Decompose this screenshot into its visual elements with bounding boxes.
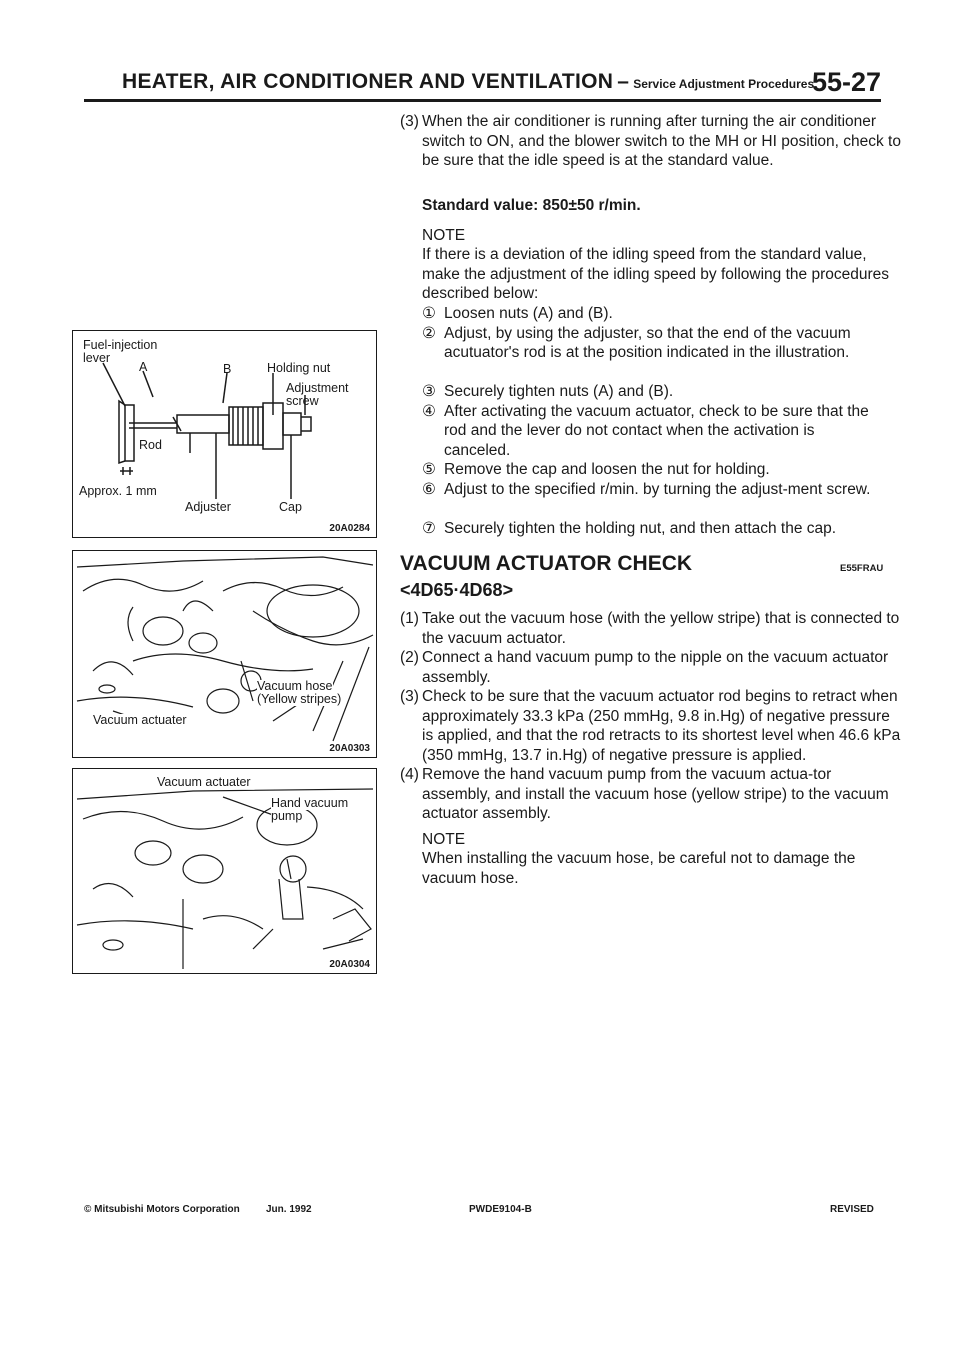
figure-code: 20A0304 [329,959,370,970]
item-marker: ① [422,305,436,322]
header-title [122,70,814,94]
label-lever: lever [83,351,111,365]
vacuum-hose-drawing [73,551,378,759]
footer-doc-code: PWDE9104-B [469,1204,532,1215]
item-marker: ② [422,324,436,342]
check-step [400,687,904,765]
note-text: When installing the vacuum hose, be careful not to damage the vacuum hose. [422,850,856,887]
section-code: E55FRAU [840,563,884,574]
figure-code: 20A0284 [329,523,370,534]
figure-code: 20A0303 [329,743,370,754]
engine-models: <4D65·4D68> [400,580,514,600]
label-approx: Approx. 1 mm [79,484,157,498]
procedure-item [400,382,882,402]
item-marker: ⑦ [422,519,436,537]
item-marker: ⑥ [422,480,436,498]
section-title: VACUUM ACTUATOR CHECK [400,552,693,575]
procedure-item [400,402,882,461]
footer-copyright: © Mitsubishi Motors Corporation [84,1204,240,1215]
step-number: (1) [400,610,419,627]
label-adjustment: Adjustment [286,381,349,395]
page-number: 55-27 [811,67,881,97]
footer-status: REVISED [830,1204,874,1215]
label-yellow-stripes: (Yellow stripes) [257,692,342,706]
label-rod: Rod [139,438,162,452]
item-marker: ⑤ [422,461,436,478]
header-rule [84,99,881,102]
procedure-item [400,519,882,539]
note-text: If there is a deviation of the idling speed from the standard value, make the adjustment of the idling speed by following the procedures described below: [422,246,890,302]
header-subtitle: Service Adjustment Procedures [633,77,815,91]
item-text: After activating the vacuum actuator, check to be sure that the rod and the lever do not contact when the activation is canceled. [444,402,869,459]
step-number: (2) [400,649,419,666]
figure-hand-vacuum-pump [72,768,377,974]
step-number: (3) [400,113,419,130]
step-3 [400,112,904,171]
note-heading: NOTE [422,831,466,848]
label-a: A [139,360,148,374]
label-hand-vacuum: Hand vacuum [271,796,349,810]
label-fuel-injection: Fuel-injection [83,338,158,352]
item-text: Securely tighten nuts (A) and (B). [444,383,674,400]
label-b: B [223,362,232,376]
label-vacuum-actuater: Vacuum actuater [157,775,251,789]
procedure-item [400,480,882,500]
footer-date: Jun. 1992 [266,1204,312,1215]
item-text: Remove the cap and loosen the nut for holding. [444,461,770,478]
step-number: (4) [400,766,419,783]
step-text: Take out the vacuum hose (with the yellow stripe) that is connected to the vacuum actuator. [422,610,900,647]
item-marker: ④ [422,402,436,420]
procedure-item [400,304,882,324]
label-holding-nut: Holding nut [267,361,331,375]
label-vacuum-actuater: Vacuum actuater [93,713,187,727]
step-number: (3) [400,688,419,705]
standard-value: Standard value: 850±50 r/min. [422,197,641,214]
label-cap: Cap [279,500,302,514]
header-title-text: HEATER, AIR CONDITIONER AND VENTILATION [122,70,614,93]
figure-vacuum-hose [72,550,377,758]
procedure-item [400,324,882,363]
label-pump: pump [271,809,303,823]
page-header [84,67,881,100]
procedure-item [400,460,882,480]
check-step [400,765,904,824]
label-vacuum-hose: Vacuum hose [257,679,333,693]
figure-actuator-adjustment [72,330,377,538]
item-text: Adjust to the specified r/min. by turning the adjust-ment screw. [444,480,871,498]
item-text: Securely tighten the holding nut, and then attach the cap. [444,519,837,537]
step-text: Remove the hand vacuum pump from the vacuum actua-tor assembly, and install the vacuum hose (yellow stripe) to the vacuum actuator assembly. [422,766,889,822]
header-dash: – [617,70,630,93]
check-step [400,648,904,687]
item-text: Adjust, by using the adjuster, so that the end of the vacuum acutuator's rod is at the position indicated in the illustration. [444,324,851,361]
label-screw: screw [286,394,319,408]
check-step [400,609,904,648]
label-adjuster: Adjuster [185,500,231,514]
item-text: Loosen nuts (A) and (B). [444,305,613,322]
note-heading: NOTE [422,227,466,244]
step-text: When the air conditioner is running after turning the air conditioner switch to ON, and the blower switch to the MH or HI position, check to be sure that the idle speed is at the standard value. [422,113,901,169]
step-text: Check to be sure that the vacuum actuator rod begins to retract when approximately 33.3 kPa (250 mmHg, 9.8 in.Hg) of negative pressure is applied, and that the rod retracts to its shortest level when 46.6 kPa (350 mmHg, 13.7 in.Hg) of negative pressure is applied. [422,688,901,764]
step-text: Connect a hand vacuum pump to the nipple on the vacuum actuator assembly. [422,649,889,686]
item-marker: ③ [422,383,436,400]
